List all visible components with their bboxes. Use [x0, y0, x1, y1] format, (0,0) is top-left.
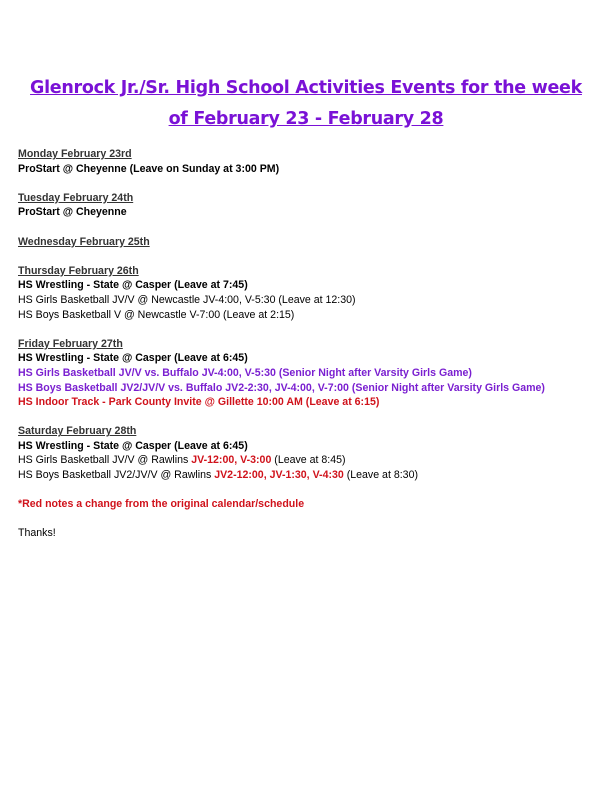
event-text: HS Wrestling - State @ Casper (Leave at 7:45) — [18, 279, 248, 292]
day-header: Wednesday February 25th — [18, 235, 150, 248]
title-line-1: Glenrock Jr./Sr. High School Activities Events for the week — [30, 78, 582, 98]
day-section — [18, 147, 545, 176]
event-text: (Leave at 8:45) — [271, 454, 346, 467]
event-text: HS Girls Basketball JV/V @ Newcastle JV-4:00, V-5:30 (Leave at 12:30) — [18, 293, 356, 306]
event-line — [18, 308, 545, 323]
day-section — [18, 424, 545, 482]
event-text: ProStart @ Cheyenne (Leave on Sunday at 3:00 PM) — [18, 162, 280, 175]
event-line — [18, 439, 545, 454]
page-title — [0, 73, 612, 135]
event-text: HS Girls Basketball JV/V vs. Buffalo JV-4:00, V-5:30 (Senior Night after Varsity Girls Game) — [18, 366, 472, 379]
event-line — [18, 205, 545, 220]
event-line — [18, 468, 545, 483]
event-text: HS Boys Basketball V @ Newcastle V-7:00 (Leave at 2:15) — [18, 308, 295, 321]
event-text: ProStart @ Cheyenne — [18, 206, 127, 219]
event-text: HS Wrestling - State @ Casper (Leave at 6:45) — [18, 439, 248, 452]
event-line — [18, 453, 545, 468]
day-section — [18, 337, 545, 410]
day-section — [18, 264, 545, 322]
event-text: HS Girls Basketball JV/V @ Rawlins — [18, 454, 192, 467]
event-text: HS Wrestling - State @ Casper (Leave at 6:45) — [18, 352, 248, 365]
day-header: Monday February 23rd — [18, 148, 132, 160]
event-line — [18, 381, 545, 396]
closing-text: Thanks! — [18, 527, 56, 540]
day-header: Tuesday February 24th — [18, 191, 134, 204]
event-text: (Leave at 8:30) — [343, 469, 418, 482]
title-line-2: of February 23 - February 28 — [168, 109, 444, 129]
event-text: JV-12:00, V-3:00 — [191, 454, 272, 467]
event-line — [18, 366, 545, 381]
day-header: Friday February 27th — [18, 337, 123, 350]
event-line — [18, 278, 545, 293]
event-text: HS Boys Basketball JV2/JV/V @ Rawlins — [18, 469, 215, 482]
day-section — [18, 191, 545, 220]
event-text: JV2-12:00, JV-1:30, V-4:30 — [214, 469, 344, 482]
event-text: HS Boys Basketball JV2/JV/V vs. Buffalo JV2-2:30, JV-4:00, V-7:00 (Senior Night after Varsity Girls Game) — [18, 381, 545, 394]
event-line — [18, 162, 545, 177]
event-text: HS Indoor Track - Park County Invite @ Gillette 10:00 AM (Leave at 6:15) — [18, 396, 380, 409]
day-header: Thursday February 26th — [18, 264, 139, 277]
event-line — [18, 395, 545, 410]
event-line — [18, 293, 545, 308]
change-note: *Red notes a change from the original calendar/schedule — [18, 498, 305, 511]
day-section — [18, 235, 545, 250]
schedule-content — [18, 147, 545, 556]
event-line — [18, 351, 545, 366]
day-header: Saturday February 28th — [18, 425, 137, 438]
